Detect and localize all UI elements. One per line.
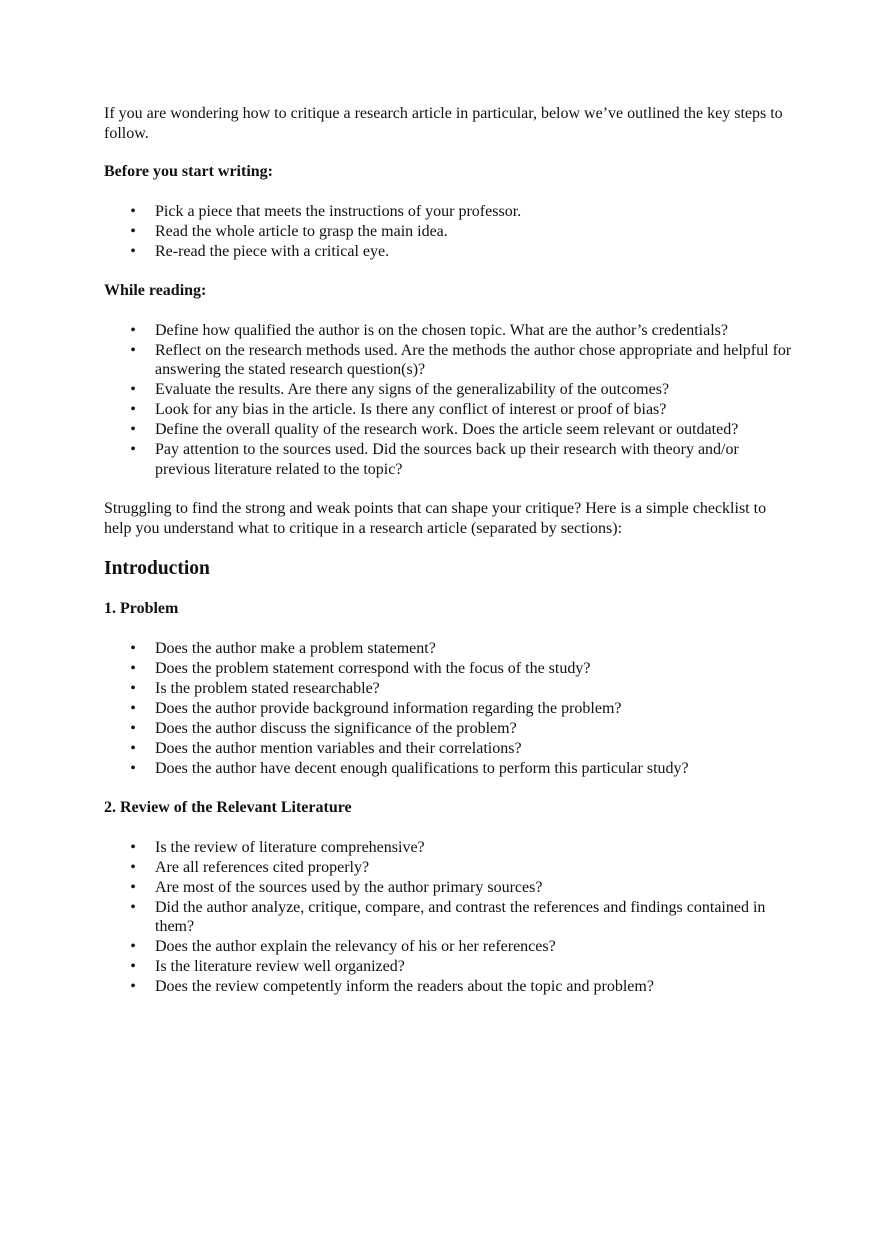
literature-heading: 2. Review of the Relevant Literature xyxy=(104,799,352,816)
introduction-heading: Introduction xyxy=(104,558,210,579)
bullet-icon: • xyxy=(130,659,136,677)
bullet-icon: • xyxy=(130,838,136,856)
list-item-text: Are all references cited properly? xyxy=(155,858,370,876)
list-item-text: Is the literature review well organized? xyxy=(155,958,405,975)
bullet-icon: • xyxy=(130,441,136,458)
bullet-icon: • xyxy=(130,759,136,777)
list-item-text: Does the author discuss the significance of the problem? xyxy=(155,719,517,737)
list-item-text: Does the problem statement correspond with the focus of the study? xyxy=(155,659,591,677)
list-item-text: Look for any bias in the article. Is there any conflict of interest or proof of bias? xyxy=(155,401,667,418)
bullet-icon: • xyxy=(130,719,136,737)
list-item-text: Pick a piece that meets the instructions of your professor. xyxy=(155,202,522,220)
document-page xyxy=(104,104,794,1017)
list-item xyxy=(104,420,794,440)
list-item-text: Does the author explain the relevancy of his or her references? xyxy=(155,938,556,955)
list-item xyxy=(104,321,794,341)
list-item xyxy=(104,878,794,898)
before-writing-heading: Before you start writing: xyxy=(104,163,273,180)
list-item-text: Did the author analyze, critique, compare, and contrast the references and findings contained in them? xyxy=(155,898,766,935)
bullet-icon: • xyxy=(130,202,136,220)
literature-list xyxy=(104,838,794,997)
list-item-text: Does the author have decent enough qualifications to perform this particular study? xyxy=(155,759,689,777)
list-item xyxy=(104,858,794,878)
list-item-text: Does the author provide background information regarding the problem? xyxy=(155,699,622,717)
bullet-icon: • xyxy=(130,222,136,240)
bullet-icon: • xyxy=(130,938,136,955)
list-item-text: Does the author mention variables and their correlations? xyxy=(155,739,522,757)
list-item xyxy=(104,937,794,957)
list-item xyxy=(104,242,794,262)
before-writing-list xyxy=(104,202,794,262)
bullet-icon: • xyxy=(130,381,136,398)
bullet-icon: • xyxy=(130,739,136,757)
list-item xyxy=(104,659,794,679)
list-item-text: Reflect on the research methods used. Are the methods the author chose appropriate and helpful for answering the stated research question(s)? xyxy=(155,341,792,378)
list-item-text: Re-read the piece with a critical eye. xyxy=(155,242,390,260)
list-item-text: Is the problem stated researchable? xyxy=(155,679,380,697)
bullet-icon: • xyxy=(130,321,136,339)
list-item xyxy=(104,838,794,858)
list-item-text: Define the overall quality of the research work. Does the article seem relevant or outdated? xyxy=(155,421,739,438)
bullet-icon: • xyxy=(130,639,136,657)
bullet-icon: • xyxy=(130,679,136,697)
list-item-text: Pay attention to the sources used. Did the sources back up their research with theory and/or previous literature related to the topic? xyxy=(155,441,739,478)
while-reading-heading: While reading: xyxy=(104,282,207,299)
bullet-icon: • xyxy=(130,699,136,717)
list-item xyxy=(104,440,794,479)
bullet-icon: • xyxy=(130,958,136,975)
problem-heading: 1. Problem xyxy=(104,600,179,617)
bullet-icon: • xyxy=(130,242,136,260)
list-item xyxy=(104,639,794,659)
list-item xyxy=(104,400,794,420)
bullet-icon: • xyxy=(130,978,136,995)
intro-paragraph: If you are wondering how to critique a research article in particular, below we’ve outlined the key steps to follow. xyxy=(104,105,783,142)
problem-list xyxy=(104,639,794,779)
bullet-icon: • xyxy=(130,401,136,418)
list-item xyxy=(104,977,794,997)
list-item xyxy=(104,759,794,779)
while-reading-list xyxy=(104,321,794,480)
bullet-icon: • xyxy=(130,898,136,916)
list-item xyxy=(104,202,794,222)
bullet-icon: • xyxy=(130,341,136,359)
list-item-text: Read the whole article to grasp the main idea. xyxy=(155,222,448,240)
list-item xyxy=(104,719,794,739)
list-item xyxy=(104,957,794,977)
bullet-icon: • xyxy=(130,878,136,896)
list-item-text: Does the review competently inform the readers about the topic and problem? xyxy=(155,978,654,995)
list-item xyxy=(104,341,794,380)
list-item-text: Evaluate the results. Are there any signs of the generalizability of the outcomes? xyxy=(155,381,670,398)
list-item xyxy=(104,679,794,699)
list-item xyxy=(104,898,794,937)
list-item xyxy=(104,699,794,719)
list-item xyxy=(104,380,794,400)
list-item-text: Does the author make a problem statement? xyxy=(155,639,436,657)
list-item xyxy=(104,739,794,759)
list-item-text: Define how qualified the author is on the chosen topic. What are the author’s credentials? xyxy=(155,321,728,339)
struggling-paragraph: Struggling to find the strong and weak points that can shape your critique? Here is a simple checklist to help you understand what to critique in a research article (separated by sections): xyxy=(104,500,767,537)
bullet-icon: • xyxy=(130,858,136,876)
list-item-text: Are most of the sources used by the author primary sources? xyxy=(155,878,543,896)
bullet-icon: • xyxy=(130,421,136,438)
list-item xyxy=(104,222,794,242)
list-item-text: Is the review of literature comprehensive? xyxy=(155,838,425,856)
